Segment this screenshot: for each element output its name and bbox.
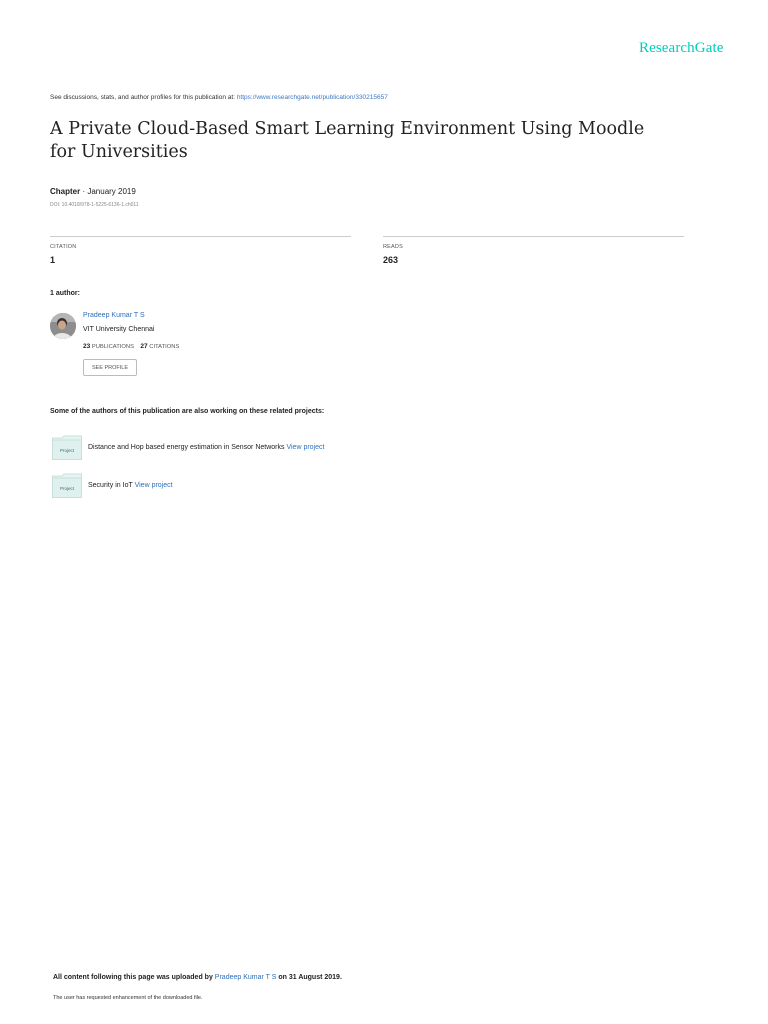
reads-count: 263 <box>383 255 399 265</box>
citation-label: CITATION <box>50 244 77 250</box>
project-icon-label: Project <box>59 486 75 491</box>
discussion-line <box>50 94 388 101</box>
publication-link[interactable]: https://www.researchgate.net/publication/330215657 <box>236 94 388 101</box>
avatar-photo-icon <box>50 313 76 339</box>
publication-type: Chapter <box>50 187 81 196</box>
reads-label: READS <box>383 244 403 250</box>
upload-notice <box>53 974 342 981</box>
divider-left <box>50 236 351 237</box>
separator-dot: · <box>80 187 88 196</box>
publication-title: A Private Cloud-Based Smart Learning Environment Using Moodle for Universities <box>50 119 645 162</box>
author-avatar[interactable] <box>50 313 76 339</box>
author-institution: VIT University Chennai <box>83 326 155 333</box>
publications-count: 23 <box>83 343 91 350</box>
publication-type-date <box>50 187 136 196</box>
view-project-link[interactable]: View project <box>134 482 173 489</box>
authors-heading: 1 author: <box>50 290 80 297</box>
related-projects-heading: Some of the authors of this publication are also working on these related projects: <box>50 408 325 415</box>
divider-right <box>383 236 684 237</box>
citation-count: 1 <box>50 255 56 265</box>
citations-label: CITATIONS <box>149 344 180 350</box>
upload-prefix: All content following this page was uploaded by <box>53 974 213 981</box>
upload-suffix: on 31 August 2019. <box>278 974 342 981</box>
discussion-prefix: See discussions, stats, and author profiles for this publication at: <box>50 94 235 101</box>
see-profile-button[interactable]: SEE PROFILE <box>83 359 137 376</box>
publications-label: PUBLICATIONS <box>91 344 134 350</box>
project-folder-icon <box>52 435 82 460</box>
project-item <box>88 444 324 451</box>
download-note: The user has requested enhancement of the downloaded file. <box>53 995 203 1001</box>
project-folder-icon <box>52 473 82 498</box>
citations-count: 27 <box>140 343 148 350</box>
author-name[interactable]: Pradeep Kumar T S <box>83 312 145 319</box>
project-title: Distance and Hop based energy estimation in Sensor Networks <box>88 444 285 451</box>
doi: DOI: 10.4018/978-1-5225-6136-1.ch011 <box>50 202 139 208</box>
author-stats <box>83 343 179 350</box>
project-item <box>88 482 173 489</box>
researchgate-logo[interactable]: ResearchGate <box>639 40 724 56</box>
view-project-link[interactable]: View project <box>286 444 325 451</box>
project-icon-label: Project <box>59 448 75 453</box>
publication-date: January 2019 <box>87 187 136 196</box>
project-title: Security in IoT <box>88 482 133 489</box>
uploader-link[interactable]: Pradeep Kumar T S <box>214 974 277 981</box>
